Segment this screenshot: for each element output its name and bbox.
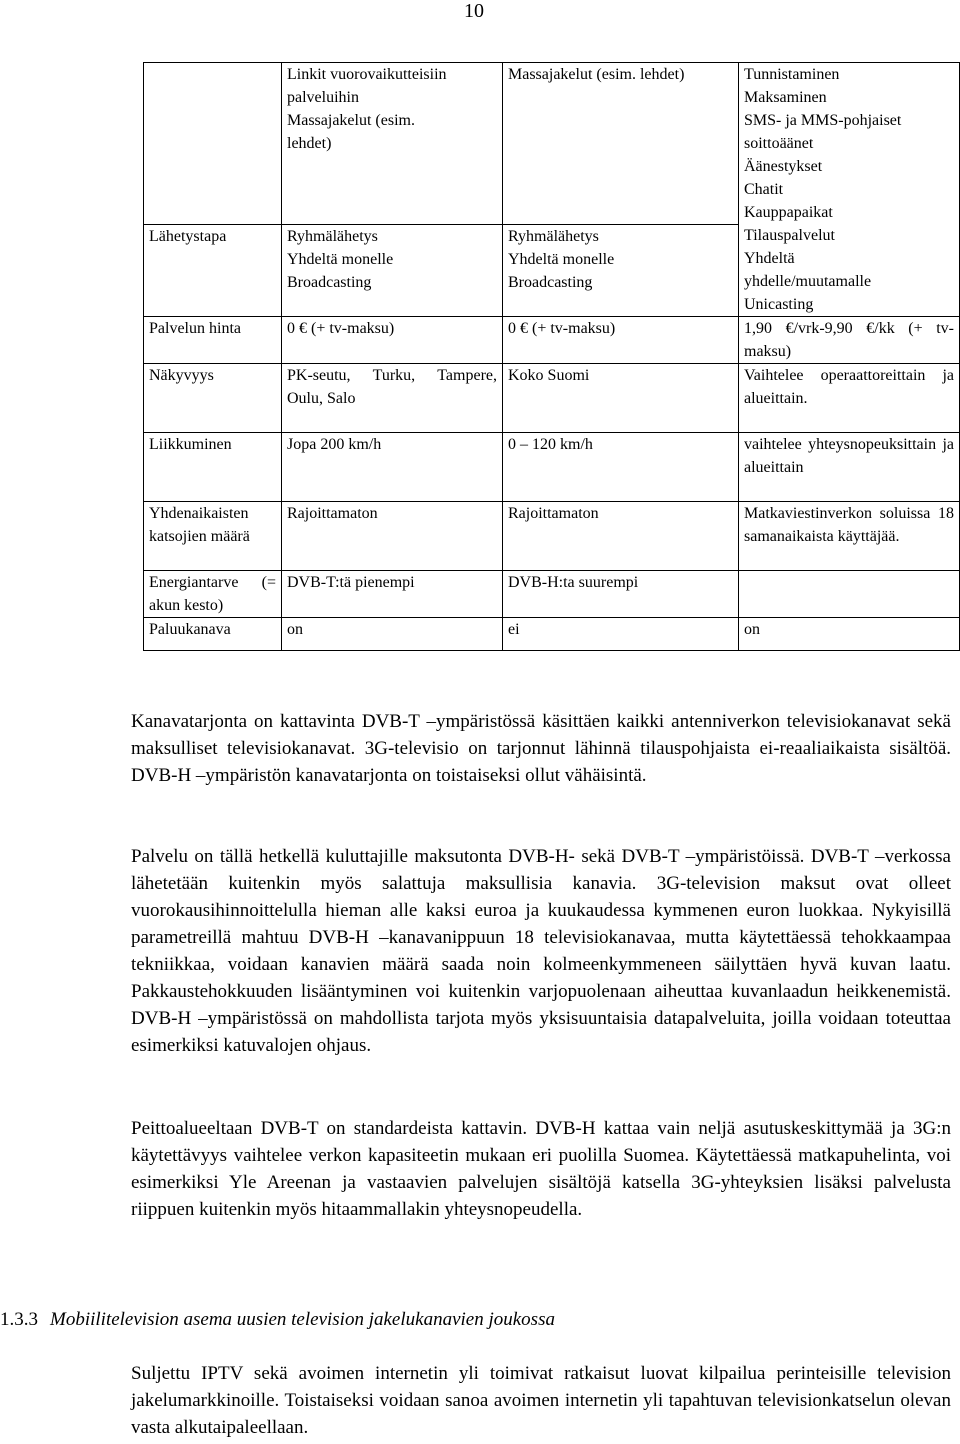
row-label: Näkyvyys	[144, 364, 282, 433]
table-cell: 0 € (+ tv-maksu)	[503, 317, 739, 364]
cell-line: Linkit vuorovaikutteisiin	[287, 66, 447, 83]
table-cell: 0 – 120 km/h	[503, 433, 739, 502]
cell-line: Massajakelut (esim.	[287, 112, 415, 129]
table-cell: DVB-H:ta suurempi	[503, 571, 739, 618]
cell-line: Ryhmälähetys	[287, 227, 378, 245]
table-row	[144, 571, 960, 618]
row-label: Energiantarve (= akun kesto)	[144, 571, 282, 618]
cell-line: Unicasting	[744, 296, 814, 313]
table-row	[144, 618, 960, 651]
section-number: 1.3.3	[0, 1309, 38, 1330]
cell-line: Chatit	[744, 181, 784, 198]
table-cell	[739, 571, 960, 618]
table-cell	[282, 63, 503, 225]
table-cell: on	[282, 618, 503, 651]
row-label: Palvelun hinta	[144, 317, 282, 364]
table-cell: Rajoittamaton	[282, 502, 503, 571]
table-cell: DVB-T:tä pienempi	[282, 571, 503, 618]
table-cell: Matkaviestinverkon soluissa 18 samanaikaista käyttäjää.	[739, 502, 960, 571]
section-heading	[0, 1306, 555, 1333]
table-cell: Vaihtelee operaattoreittain ja alueittain.	[739, 364, 960, 433]
table-row	[144, 364, 960, 433]
table-cell: PK-seutu, Turku, Tampere, Oulu, Salo	[282, 364, 503, 433]
table-cell: Koko Suomi	[503, 364, 739, 433]
table-cell	[282, 224, 503, 316]
cell-line: Ryhmälähetys	[508, 227, 599, 245]
row-label: Paluukanava	[144, 618, 282, 651]
table-cell: on	[739, 618, 960, 651]
cell-line: SMS- ja MMS-pohjaiset	[744, 112, 902, 129]
cell-line: Maksaminen	[744, 89, 827, 106]
cell-line: Yhdeltä monelle	[508, 250, 615, 268]
cell-line: Broadcasting	[287, 273, 372, 291]
cell-line: Tilauspalvelut	[744, 227, 835, 244]
cell-line: Kauppapaikat	[744, 204, 833, 221]
table-cell: vaihtelee yhteysnopeuksittain ja alueittain	[739, 433, 960, 502]
table-cell	[503, 224, 739, 316]
body-paragraph: Suljettu IPTV sekä avoimen internetin yli toimivat ratkaisut luovat kilpailua perinteisille television jakelumarkkinoille. Toistaiseksi voidaan sanoa avoimen internetin yli tapahtuvan televisionkatselun olevan vasta alkutaipaleellaan.	[131, 1363, 951, 1438]
table-cell: ei	[503, 618, 739, 651]
cell-line: Äänestykset	[744, 158, 823, 175]
cell-line: Tunnistaminen	[744, 66, 840, 83]
cell-line: Yhdeltä	[744, 250, 795, 267]
table-row	[144, 63, 960, 225]
table-cell: 1,90 €/vrk-9,90 €/kk (+ tv-maksu)	[739, 317, 960, 364]
cell-line: lehdet)	[287, 135, 332, 152]
table-cell	[503, 63, 739, 225]
cell-line: Yhdeltä monelle	[287, 250, 394, 268]
comparison-table	[143, 62, 960, 651]
cell-line: soittoäänet	[744, 135, 814, 152]
cell-line: Broadcasting	[508, 273, 593, 291]
body-paragraph: Palvelu on tällä hetkellä kuluttajille maksutonta DVB-H- sekä DVB-T –ympäristöissä. DVB-T –verkossa lähetetään kuitenkin myös salattuja maksullisia kanavia. 3G-television maksut ovat olleet vuorokausihinnoittelulla hieman alle kaksi euroa ja kuukaudessa kymmenen euron luokkaa. Nykyisillä parametreillä mahtuu DVB-H –kanavanippuun 18 televisiokanavaa, mutta käytettäessä tehokkaampaa tekniikkaa, voidaan kanavien määrä saada noin kolmeenkymmeneen säilyttäen hyvä kuvan laatu. Pakkaustehokkuuden lisääntyminen voi kuitenkin varjopuolenaan aiheuttaa kuvanlaadun heikkenemistä. DVB-H –ympäristössä on mahdollista tarjota myös yksisuuntaisia datapalveluita, joilla voidaan toteuttaa esimerkiksi katuvalojen ohjaus.	[131, 846, 951, 1056]
row-label: Lähetystapa	[144, 224, 282, 316]
cell-line: palveluihin	[287, 89, 359, 106]
table-cell	[144, 63, 282, 225]
table-cell: Jopa 200 km/h	[282, 433, 503, 502]
table-cell: 0 € (+ tv-maksu)	[282, 317, 503, 364]
page-number: 10	[464, 0, 484, 22]
services-cell	[739, 63, 960, 317]
table-row	[144, 502, 960, 571]
row-label: Liikkuminen	[144, 433, 282, 502]
body-paragraph: Kanavatarjonta on kattavinta DVB-T –ympäristössä käsittäen kaikki antenniverkon televisiokanavat sekä maksulliset televisiokanavat. 3G-televisio on tarjonnut lähinnä tilauspohjaista ei-reaaliaikaista sisältöä. DVB-H –ympäristön kanavatarjonta on toistaiseksi ollut vähäisintä.	[131, 711, 951, 786]
cell-line: Massajakelut (esim. lehdet)	[508, 66, 685, 83]
table-row	[144, 433, 960, 502]
section-title: Mobiilitelevision asema uusien television jakelukanavien joukossa	[50, 1309, 555, 1330]
table-cell: Rajoittamaton	[503, 502, 739, 571]
row-label: Yhdenaikaisten katsojien määrä	[144, 502, 282, 571]
cell-line: yhdelle/muutamalle	[744, 273, 872, 290]
body-paragraph: Peittoalueeltaan DVB-T on standardeista kattavin. DVB-H kattaa vain neljä asutuskeskittymää ja 3G:n käytettävyys vaihtelee verkon kapasiteetin mukaan eri puolilla Suomea. Käytettäessä matkapuhelinta, voi esimerkiksi Yle Areenan ja vastaavien palvelujen sisältöjä katsella 3G-yhteyksien lisäksi palvelusta riippuen kuitenkin myös hitaammallakin yhteysnopeudella.	[131, 1118, 951, 1220]
table-row	[144, 317, 960, 364]
